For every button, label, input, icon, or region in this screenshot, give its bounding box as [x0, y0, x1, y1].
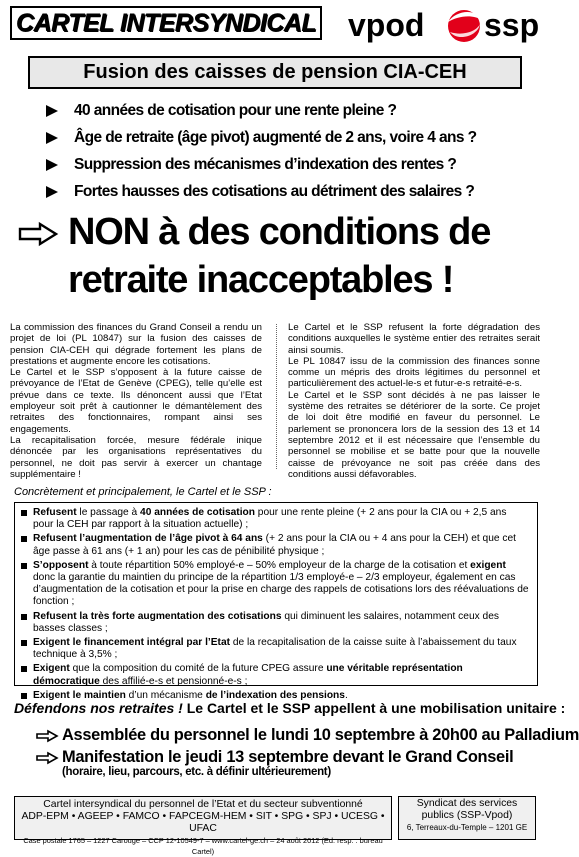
footer-cartel-box: [14, 796, 392, 856]
question-item: [44, 151, 514, 178]
demand-bold: une véritable représentation démocratique: [33, 663, 463, 687]
question-item: [44, 178, 514, 205]
demand-text: des affilié-e-s et pensionné-e-s ;: [99, 675, 248, 687]
logo-ssp-text: ssp: [484, 7, 540, 43]
demand-bold: de l’indexation des pensions: [205, 689, 345, 701]
demands-intro: Concrètement et principalement, le Cartel et le SSP :: [14, 486, 272, 498]
demand-text: d’un mécanisme: [125, 689, 206, 701]
paragraph: Le Cartel et le SSP sont décidés à ne pas laisser le système des retraites se détériorer de la sorte. Ce projet de loi doit être modifié en faveur du personnel. Le parlement se prononcera lors de la session des 13 et 14 septembre 2012 et il est nécessaire que l’ensemble du personnel se mobilise et se batte pour que la nouvelle caisse de prévoyance ne soit pas créée dans des conditions aussi défavorables.: [288, 389, 540, 480]
demand-bold: Exigent le maintien: [33, 689, 126, 701]
footer-ssp-line-2: publics (SSP-Vpod): [421, 810, 513, 821]
square-bullet-icon: [21, 666, 27, 672]
demand-bold: Exigent le financement intégral par l’Etat: [33, 637, 231, 649]
demand-bold: S’opposent: [33, 559, 89, 571]
call-italic: Défendons nos retraites !: [14, 700, 183, 716]
demand-bold: Refusent: [33, 507, 77, 518]
demand-item: [21, 507, 529, 531]
demand-text: le passage à: [76, 507, 141, 518]
headline-text: [68, 208, 538, 304]
cartel-title: CARTEL INTERSYNDICAL: [10, 6, 322, 40]
question-item: [44, 97, 514, 124]
body-columns: [10, 322, 540, 480]
main-title: Fusion des caisses de pension CIA-CEH: [28, 56, 522, 89]
square-bullet-icon: [21, 563, 27, 569]
logo-swirl-icon: [448, 10, 482, 42]
question-item: [44, 124, 514, 151]
mobilisation-call: [14, 700, 566, 716]
event-item: [36, 724, 579, 746]
demand-bold: Refusent l’augmentation de l’âge pivot à 64 ans: [33, 533, 263, 545]
demand-item: [21, 560, 529, 609]
square-bullet-icon: [21, 640, 27, 646]
outline-arrow-icon: [36, 752, 58, 764]
event-text: Manifestation le jeudi 13 septembre devant le Grand Conseil: [62, 748, 514, 766]
square-bullet-icon: [21, 693, 27, 699]
arrowhead-icon: [46, 159, 58, 171]
demand-item: [21, 663, 529, 687]
paragraph: Le PL 10847 issu de la commission des finances sonne comme un mépris des droits légitimes du personnel et particulièrement des actuel-le-s et futur-e-s retraité-e-s.: [288, 355, 540, 390]
demand-text: que la composition du comité de la future CPEG assure: [69, 663, 327, 675]
column-divider: [276, 324, 277, 469]
demand-item: [21, 533, 529, 557]
demand-item: [21, 611, 529, 635]
outline-arrow-icon: [36, 730, 58, 742]
arrowhead-icon: [46, 132, 58, 144]
paragraph: La recapitalisation forcée, mesure fédérale inique dénoncée par les organisations représentatives du personnel, ne doit pas servir à exercer un chantage supplémentaire !: [10, 434, 262, 480]
paragraph: Le Cartel et le SSP s’opposent à la future caisse de prévoyance de l’Etat de Genève (CPEG), telle qu’elle est prévue dans ce texte. Ils dénoncent aussi que l’Etat employeur soit prêt à cautionner le démantèlement des retraites des fonctionnaires, rompant ainsi ses engagements.: [10, 367, 262, 435]
headline-line-2: retraite inacceptables !: [68, 259, 454, 301]
footer-cartel-name: Cartel intersyndical du personnel de l’Etat et du secteur subventionné: [43, 799, 363, 810]
footer: [14, 796, 536, 856]
demand-text: (+ 2 ans pour la CIA ou + 4 ans pour la CEH) et que cet âge passe à 61 ans (+ 1 an) pour les cas de pénibilité physique ;: [33, 533, 516, 557]
arrowhead-icon: [46, 105, 58, 117]
paragraph: Le Cartel et le SSP refusent la forte dégradation des conditions auxquelles le système entier des retraites serait ainsi soumis.: [288, 322, 540, 356]
footer-ssp-line-1: Syndicat des services: [416, 798, 518, 809]
square-bullet-icon: [21, 510, 27, 516]
demand-text: de la recapitalisation de la caisse suite à l’abaissement du taux technique à 3,5% ;: [33, 637, 517, 661]
question-text: Âge de retraite (âge pivot) augmenté de 2 ans, voire 4 ans ?: [74, 129, 477, 146]
demands-list: [14, 502, 538, 701]
logo-vpod-text: vpod: [348, 7, 425, 43]
outline-arrow-icon: [18, 222, 58, 246]
footer-member-unions: ADP-EPM • AGEEP • FAMCO • FAPCEGM-HEM • SIT • SPG • SPJ • UCESG • UFAC: [21, 811, 385, 834]
paragraph: La commission des finances du Grand Conseil a rendu un projet de loi (PL 10847) sur la fusion des caisses de pension CIA-CEH qui dégrade fortement les plans de prestations et augmente encore les cotisations.: [10, 322, 262, 367]
vpod-ssp-logo-graphic: [344, 2, 540, 48]
right-column: [288, 322, 540, 480]
header: [0, 0, 550, 52]
demand-bold: exigent: [470, 559, 506, 571]
demand-bold: Exigent: [33, 663, 70, 675]
demand-bold: Refusent la très forte augmentation des cotisations: [33, 610, 282, 622]
question-text: Suppression des mécanismes d’indexation des rentes ?: [74, 156, 457, 173]
footer-address: Case postale 1765 – 1227 Carouge – CCP 12-10549-7 – www.cartel-ge.ch – 24 août 2012 (Ed. resp. : bureau Cartel): [23, 836, 383, 856]
left-column: [10, 322, 262, 480]
event-subtext: (horaire, lieu, parcours, etc. à définir ultérieurement): [62, 766, 331, 778]
demand-text: .: [344, 689, 348, 701]
square-bullet-icon: [21, 536, 27, 542]
question-list: [44, 97, 514, 205]
events-list: [36, 724, 579, 779]
demand-text: à toute répartition 50% employé-e – 50% employeur de la charge de la cotisation et: [88, 559, 471, 571]
demand-bold: 40 années de cotisation: [140, 507, 255, 518]
vpod-ssp-logo: [344, 2, 540, 48]
event-item: [36, 746, 546, 768]
question-text: 40 années de cotisation pour une rente pleine ?: [74, 102, 397, 119]
arrowhead-icon: [46, 186, 58, 198]
call-text: Le Cartel et le SSP appellent à une mobilisation unitaire :: [182, 700, 566, 716]
demand-item: [21, 637, 529, 661]
demand-text: donc la garantie du maintien du principe de la répartition 1/3 employé-e – 2/3 employeur, également en cas d’augmentation de la cotisation et pour la prise en charge des rappels de cotisations lors des réévaluations de fonction ;: [33, 572, 529, 608]
footer-ssp-address: 6, Terreaux-du-Temple – 1201 GE: [406, 823, 528, 832]
square-bullet-icon: [21, 614, 27, 620]
demand-text: pour une rente pleine (+ 2 ans pour la CIA ou + 2,5 ans pour la CEH par rapport à la situation actuelle) ;: [33, 507, 507, 531]
event-text: Assemblée du personnel le lundi 10 septembre à 20h00 au Palladium: [62, 726, 579, 744]
footer-ssp-box: [398, 796, 536, 840]
question-text: Fortes hausses des cotisations au détriment des salaires ?: [74, 183, 475, 200]
demand-text: qui diminuent les salaires, notamment ceux des basses classes ;: [33, 610, 499, 634]
headline-line-1: NON à des conditions de: [68, 211, 491, 253]
